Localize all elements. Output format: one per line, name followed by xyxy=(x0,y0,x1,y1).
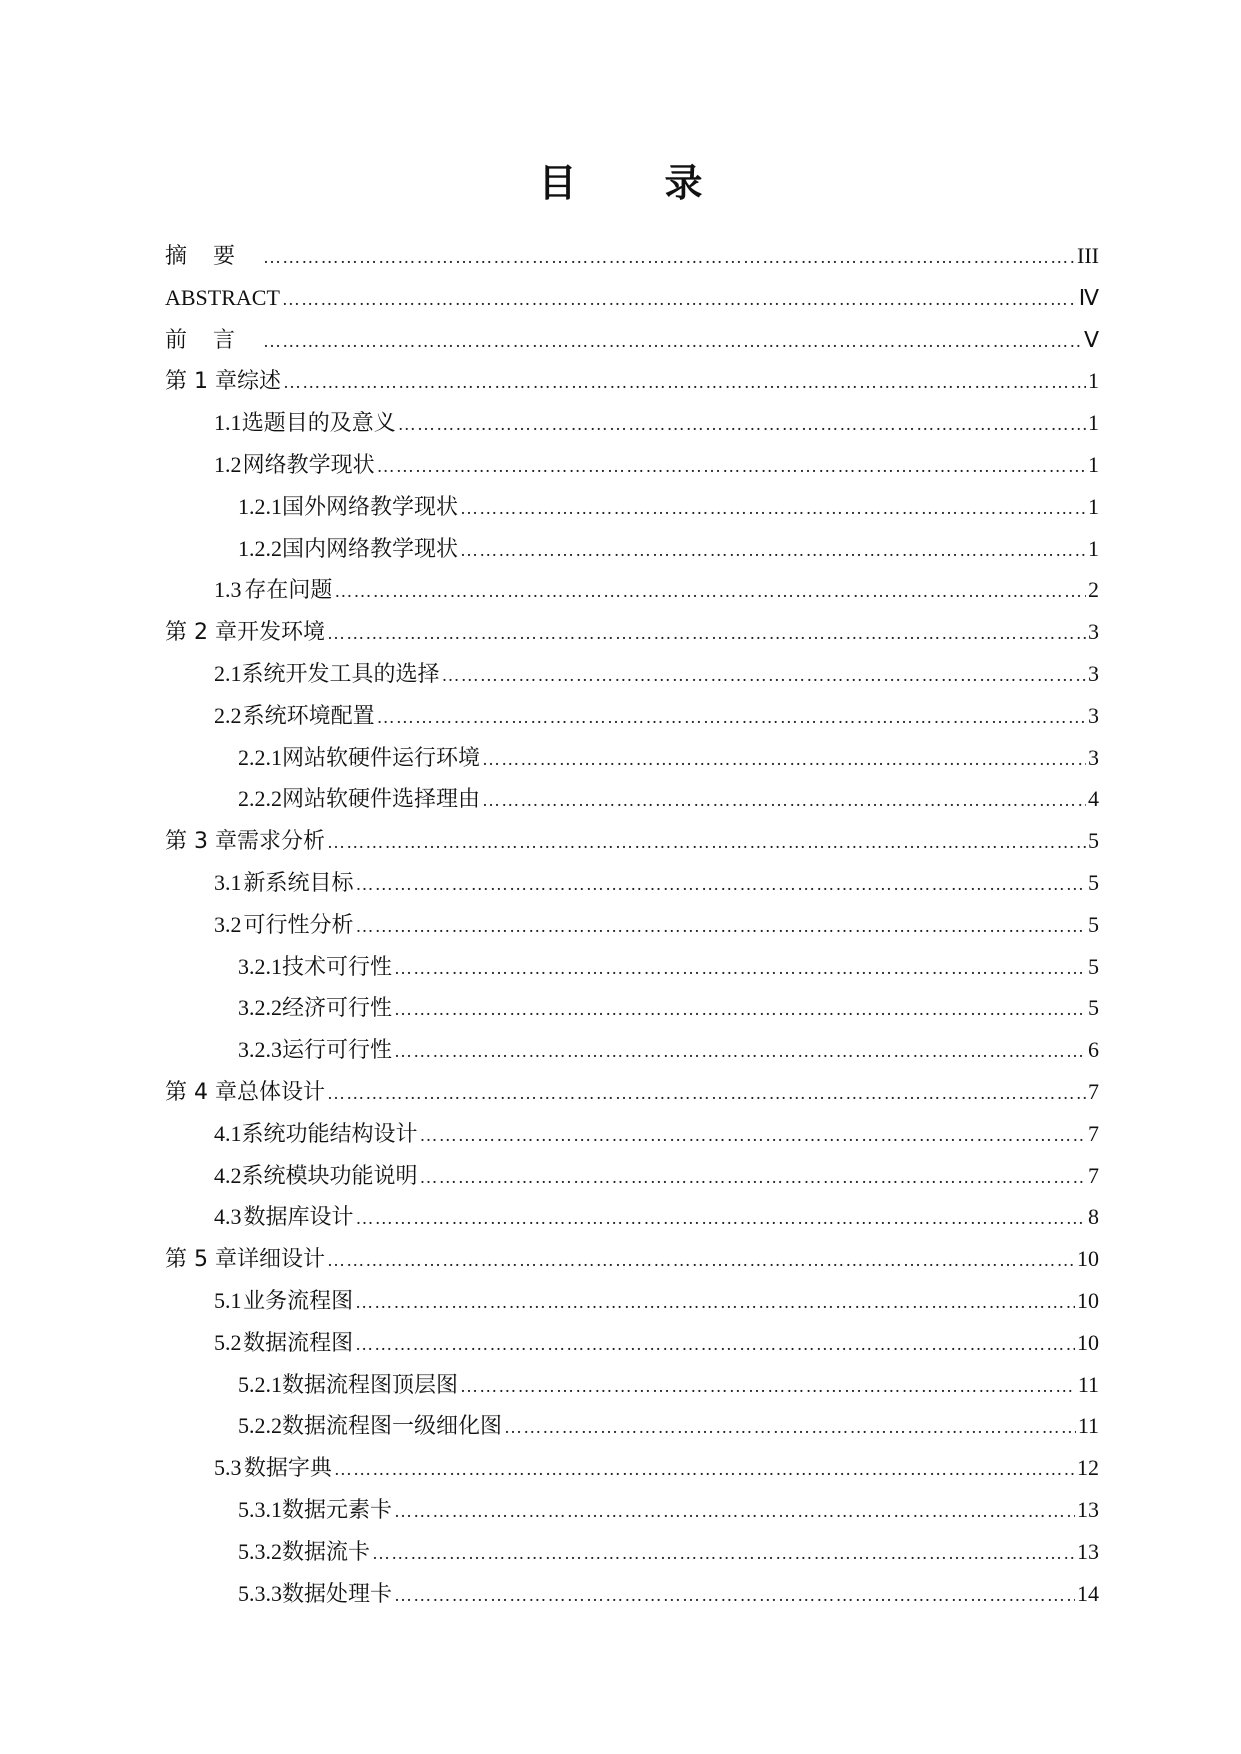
toc-entry-page-number: 2 xyxy=(1088,577,1099,603)
toc-entry[interactable] xyxy=(165,1322,1099,1364)
toc-entry-title: 可行性分析 xyxy=(243,912,354,938)
toc-entry[interactable] xyxy=(165,1280,1099,1322)
dot-leader xyxy=(334,571,1086,613)
toc-entry-page-number: 1 xyxy=(1088,410,1099,436)
toc-entry[interactable] xyxy=(165,653,1099,695)
toc-entry-title: 系统环境配置 xyxy=(242,703,375,729)
toc-entry[interactable] xyxy=(165,904,1099,946)
dot-leader xyxy=(282,279,1077,321)
dot-leader xyxy=(356,906,1087,948)
toc-entry-number: 2.1 xyxy=(214,660,242,686)
toc-entry-number: 3.2 xyxy=(214,911,242,937)
toc-entry-page-number: 10 xyxy=(1077,1287,1099,1313)
toc-entry-page-number: 7 xyxy=(1088,1078,1099,1104)
dot-leader xyxy=(394,989,1086,1031)
dot-leader xyxy=(263,237,1075,279)
toc-entry-title: 数据处理卡 xyxy=(282,1581,393,1607)
toc-entry-title: 技术可行性 xyxy=(282,954,393,980)
page-title xyxy=(0,158,1241,208)
toc-entry-page-number: 10 xyxy=(1077,1246,1099,1272)
toc-entry-number: 第 1 章 xyxy=(165,369,237,395)
toc-entry-title: 数据流卡 xyxy=(282,1539,371,1565)
table-of-contents xyxy=(165,235,1099,1614)
toc-entry-number: 4.3 xyxy=(214,1204,242,1230)
dot-leader xyxy=(394,1575,1075,1617)
toc-entry-number: 5.3.3 xyxy=(238,1580,282,1606)
toc-entry-page-number: 11 xyxy=(1077,1413,1099,1439)
dot-leader xyxy=(394,948,1086,990)
toc-entry-title: 数据流程图 xyxy=(243,1330,354,1356)
dot-leader xyxy=(398,404,1086,446)
dot-leader xyxy=(460,488,1086,530)
dot-leader xyxy=(372,1533,1075,1575)
dot-leader xyxy=(442,655,1086,697)
toc-entry-title: 网站软硬件运行环境 xyxy=(282,745,481,771)
toc-entry-page-number: 6 xyxy=(1088,1037,1099,1063)
toc-entry-number: 4.2 xyxy=(214,1162,242,1188)
toc-entry-page-number: 14 xyxy=(1077,1580,1099,1606)
toc-entry[interactable] xyxy=(165,528,1099,570)
toc-entry-page-number: 5 xyxy=(1088,911,1099,937)
toc-entry-page-number: 4 xyxy=(1088,786,1099,812)
toc-entry-title: 摘要 xyxy=(165,244,262,269)
toc-entry-number: 1.2 xyxy=(214,451,242,477)
toc-entry-number: 5.2.1 xyxy=(238,1371,282,1397)
dot-leader xyxy=(420,1157,1086,1199)
toc-entry-title: 网站软硬件选择理由 xyxy=(282,787,481,813)
toc-entry[interactable] xyxy=(165,778,1099,820)
toc-entry-number: 1.1 xyxy=(214,410,242,436)
toc-entry[interactable] xyxy=(165,862,1099,904)
toc-entry[interactable] xyxy=(165,695,1099,737)
dot-leader xyxy=(504,1407,1076,1449)
toc-entry-page-number: Ⅳ xyxy=(1078,284,1099,310)
toc-entry-number: 1.3 xyxy=(214,577,242,603)
dot-leader xyxy=(394,1491,1075,1533)
toc-entry-page-number: III xyxy=(1077,243,1099,268)
dot-leader xyxy=(355,1324,1075,1366)
dot-leader xyxy=(377,446,1086,488)
dot-leader xyxy=(377,697,1086,739)
toc-entry-page-number: Ⅴ xyxy=(1083,326,1099,352)
toc-entry-title: 经济可行性 xyxy=(282,996,393,1022)
toc-entry-title: ABSTRACT xyxy=(165,284,280,310)
toc-entry-number: 5.3.2 xyxy=(238,1538,282,1564)
toc-entry-title: 选题目的及意义 xyxy=(241,411,396,437)
toc-entry-page-number: 7 xyxy=(1088,1120,1099,1146)
toc-entry-title: 前言 xyxy=(165,327,262,353)
dot-leader xyxy=(283,362,1086,404)
toc-entry-title: 运行可行性 xyxy=(282,1038,393,1064)
dot-leader xyxy=(327,1073,1086,1115)
dot-leader xyxy=(460,1366,1076,1408)
toc-entry-number: 第 5 章 xyxy=(165,1247,237,1273)
toc-entry-page-number: 3 xyxy=(1088,744,1099,770)
toc-entry-number: 3.2.1 xyxy=(238,953,282,979)
toc-entry-number: 3.2.2 xyxy=(238,995,282,1021)
toc-entry[interactable] xyxy=(165,235,1099,277)
toc-entry-title: 网络教学现状 xyxy=(242,452,375,478)
toc-entry-title: 存在问题 xyxy=(244,578,333,604)
dot-leader xyxy=(356,1198,1087,1240)
toc-entry[interactable] xyxy=(165,1447,1099,1489)
toc-entry-number: 5.3 xyxy=(214,1455,242,1481)
toc-entry-page-number: 7 xyxy=(1088,1162,1099,1188)
toc-entry-title: 开发环境 xyxy=(236,620,325,646)
toc-entry-page-number: 1 xyxy=(1088,451,1099,477)
toc-entry-number: 第 3 章 xyxy=(165,829,237,855)
toc-entry-title: 数据流程图一级细化图 xyxy=(282,1414,503,1440)
toc-entry[interactable] xyxy=(165,277,1099,319)
toc-entry-title: 数据元素卡 xyxy=(282,1497,393,1523)
toc-entry[interactable] xyxy=(165,611,1099,653)
toc-entry-title: 国外网络教学现状 xyxy=(282,494,459,520)
toc-entry-title: 系统功能结构设计 xyxy=(241,1121,418,1147)
toc-entry-page-number: 11 xyxy=(1077,1371,1099,1397)
toc-entry-title: 新系统目标 xyxy=(243,870,354,896)
toc-entry-page-number: 5 xyxy=(1088,869,1099,895)
toc-entry-title: 国内网络教学现状 xyxy=(282,536,459,562)
toc-entry[interactable] xyxy=(165,987,1099,1029)
toc-entry-number: 5.2.2 xyxy=(238,1413,282,1439)
toc-entry-number: 2.2.2 xyxy=(238,786,282,812)
page-title-char-1: 目 xyxy=(538,161,577,205)
toc-entry[interactable] xyxy=(165,360,1099,402)
toc-entry-page-number: 12 xyxy=(1077,1455,1099,1481)
toc-entry-number: 1.2.1 xyxy=(238,493,282,519)
toc-entry-number: 1.2.2 xyxy=(238,535,282,561)
toc-entry-title: 数据字典 xyxy=(243,1456,332,1482)
dot-leader xyxy=(482,739,1086,781)
dot-leader xyxy=(327,822,1086,864)
toc-entry-title: 需求分析 xyxy=(236,829,325,855)
toc-entry[interactable] xyxy=(165,569,1099,611)
page-title-char-2: 录 xyxy=(664,161,703,205)
toc-entry-title: 系统模块功能说明 xyxy=(241,1163,418,1189)
toc-entry[interactable] xyxy=(165,820,1099,862)
dot-leader xyxy=(420,1115,1086,1157)
toc-entry-number: 5.2 xyxy=(214,1329,242,1355)
toc-entry-page-number: 5 xyxy=(1088,828,1099,854)
toc-entry[interactable] xyxy=(165,1155,1099,1197)
toc-entry-page-number: 5 xyxy=(1088,995,1099,1021)
dot-leader xyxy=(327,613,1086,655)
toc-entry-title: 详细设计 xyxy=(236,1247,325,1273)
toc-entry-page-number: 1 xyxy=(1088,368,1099,394)
toc-entry-page-number: 3 xyxy=(1088,619,1099,645)
toc-entry[interactable] xyxy=(165,1573,1099,1615)
toc-entry-title: 数据库设计 xyxy=(243,1205,354,1231)
toc-entry[interactable] xyxy=(165,1531,1099,1573)
toc-entry-page-number: 5 xyxy=(1088,953,1099,979)
toc-entry[interactable] xyxy=(165,1238,1099,1280)
dot-leader xyxy=(460,530,1086,572)
dot-leader xyxy=(355,1282,1075,1324)
toc-entry-page-number: 13 xyxy=(1077,1496,1099,1522)
toc-entry-page-number: 10 xyxy=(1077,1329,1099,1355)
toc-entry-number: 第 4 章 xyxy=(165,1079,237,1105)
toc-entry-number: 3.1 xyxy=(214,869,242,895)
toc-entry-number: 第 2 章 xyxy=(165,620,237,646)
toc-entry-title: 业务流程图 xyxy=(243,1288,354,1314)
toc-entry[interactable] xyxy=(165,486,1099,528)
toc-entry[interactable] xyxy=(165,319,1099,361)
dot-leader xyxy=(327,1240,1075,1282)
dot-leader xyxy=(263,321,1082,363)
toc-entry[interactable] xyxy=(165,1071,1099,1113)
toc-entry[interactable] xyxy=(165,1489,1099,1531)
toc-entry[interactable] xyxy=(165,1196,1099,1238)
toc-entry-number: 2.2.1 xyxy=(238,744,282,770)
toc-entry[interactable] xyxy=(165,402,1099,444)
toc-entry-page-number: 1 xyxy=(1088,535,1099,561)
toc-entry-page-number: 3 xyxy=(1088,660,1099,686)
toc-entry-number: 2.2 xyxy=(214,702,242,728)
dot-leader xyxy=(334,1449,1075,1491)
toc-entry-page-number: 8 xyxy=(1088,1204,1099,1230)
toc-entry-title: 系统开发工具的选择 xyxy=(241,661,440,687)
toc-entry-title: 总体设计 xyxy=(236,1079,325,1105)
toc-entry-page-number: 3 xyxy=(1088,702,1099,728)
toc-entry-title: 数据流程图顶层图 xyxy=(282,1372,459,1398)
toc-entry[interactable] xyxy=(165,1029,1099,1071)
dot-leader xyxy=(356,864,1087,906)
toc-entry[interactable] xyxy=(165,1364,1099,1406)
toc-entry-number: 3.2.3 xyxy=(238,1037,282,1063)
toc-entry[interactable] xyxy=(165,1405,1099,1447)
toc-entry-page-number: 1 xyxy=(1088,493,1099,519)
toc-entry-number: 5.3.1 xyxy=(238,1496,282,1522)
toc-entry-number: 4.1 xyxy=(214,1120,242,1146)
toc-entry[interactable] xyxy=(165,946,1099,988)
toc-entry[interactable] xyxy=(165,1113,1099,1155)
toc-entry[interactable] xyxy=(165,737,1099,779)
toc-entry[interactable] xyxy=(165,444,1099,486)
dot-leader xyxy=(394,1031,1086,1073)
toc-entry-title: 综述 xyxy=(236,369,281,395)
toc-entry-page-number: 13 xyxy=(1077,1538,1099,1564)
toc-entry-number: 5.1 xyxy=(214,1287,242,1313)
dot-leader xyxy=(482,780,1086,822)
